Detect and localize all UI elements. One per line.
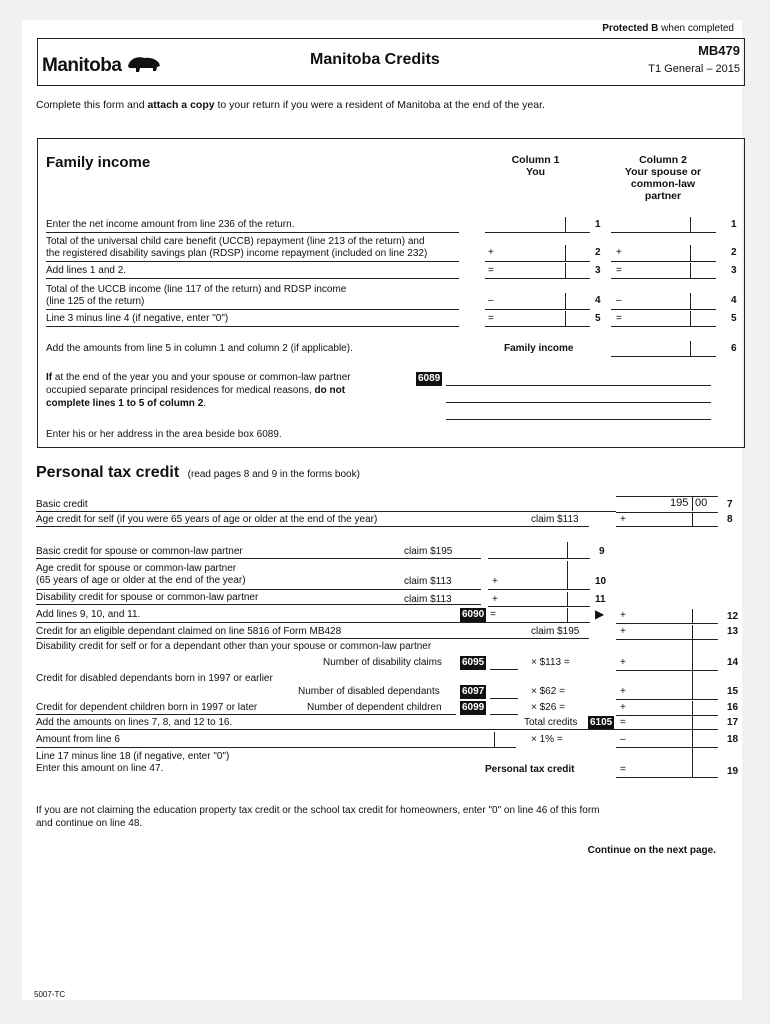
disability-credit-field[interactable] [616, 670, 718, 671]
line18-field[interactable] [616, 747, 718, 748]
sep-b: occupied separate principal residences for medical reasons, [46, 385, 315, 396]
family-income-field[interactable] [611, 356, 716, 357]
eligible-dependant-label: Credit for an eligible dependant claimed on line 5816 of Form MB428 [36, 626, 342, 637]
times-1-percent: × 1% = [531, 734, 563, 745]
line-number-9: 9 [599, 546, 605, 557]
cents-divider [692, 625, 693, 639]
spouse-address-line3[interactable] [446, 419, 711, 420]
protected-b-text: Protected B [602, 23, 659, 34]
eligible-dependant-field[interactable] [616, 639, 718, 640]
fam-line3-col1-field[interactable] [485, 278, 590, 279]
intro-post: to your return if you were a resident of Manitoba at the end of the year. [214, 99, 545, 111]
amount-line6-label: Amount from line 6 [36, 734, 120, 745]
fam-line4a: Total of the UCCB income (line 117 of the return) and RDSP income [46, 284, 347, 295]
intro-bold: attach a copy [147, 99, 215, 111]
age-spouse-b: (65 years of age or older at the end of the year) [36, 575, 246, 586]
ptc-line18-rule [36, 747, 416, 748]
mid-divider [567, 542, 568, 558]
line-number-11: 11 [595, 594, 606, 605]
fam-line4b: (line 125 of the return) [46, 296, 145, 307]
mid-divider [567, 561, 568, 589]
total-credits-label: Total credits [524, 717, 578, 728]
add-9-10-11-label: Add lines 9, 10, and 11. [36, 609, 141, 620]
line-number-6: 6 [731, 343, 737, 354]
ptc-line12-rule [36, 622, 590, 623]
ptc-line9-rule [36, 558, 481, 559]
fam-line2-label [46, 236, 427, 260]
claim-195: claim $195 [404, 546, 453, 557]
fam-line4-col1-field[interactable] [485, 309, 590, 310]
fam-line5-label: Line 3 minus line 4 (if negative, enter "0") [46, 313, 229, 324]
box-6095: 6095 [462, 657, 485, 668]
basic-spouse-label: Basic credit for spouse or common-law partner [36, 546, 243, 557]
footer-note [36, 804, 600, 830]
line-number-1: 1 [595, 219, 601, 230]
equals-sign: = [490, 609, 496, 620]
plus-sign: + [620, 514, 626, 525]
spouse-address-line1[interactable] [446, 385, 711, 386]
dependent-children-label: Credit for dependent children born in 1997 or later [36, 702, 258, 713]
personal-tax-credit-label: Personal tax credit [485, 764, 575, 775]
plus-sign: + [492, 576, 498, 587]
form-page [22, 20, 742, 1000]
column2-line3: common-law [630, 178, 696, 190]
form-subtitle: T1 General – 2015 [648, 63, 740, 75]
line19a: Line 17 minus line 18 (if negative, enter "0") [36, 751, 230, 762]
line-number-14: 14 [727, 657, 739, 668]
age-credit-self-label: Age credit for self (if you were 65 years of age or older at the end of the year) [36, 514, 378, 525]
fam-line1-col2-field[interactable] [611, 232, 716, 233]
age-credit-self-field[interactable] [616, 526, 718, 527]
line-number-18: 18 [727, 734, 739, 745]
footer-note-b: and continue on line 48. [36, 818, 143, 829]
column1-title: Column 1 [511, 154, 560, 166]
column2-line2: Your spouse or [624, 166, 702, 178]
form-code: MB479 [698, 43, 740, 58]
personal-tax-credit-heading [36, 464, 360, 482]
sep-c: complete lines 1 to 5 of column 2 [46, 398, 204, 409]
num-disabled-dependants-label: Number of disabled dependants [298, 686, 440, 697]
line-number-13: 13 [727, 626, 739, 637]
line-number-17: 17 [727, 717, 739, 728]
protected-b-label [602, 23, 734, 34]
ptc-line16-rule [36, 714, 456, 715]
line-number-4: 4 [595, 295, 601, 306]
line-number-3-col2: 3 [731, 265, 737, 276]
sep-b-bold: do not [314, 385, 346, 396]
line-number-10: 10 [595, 576, 607, 587]
basic-spouse-field[interactable] [488, 558, 590, 559]
fam-line3-label: Add lines 1 and 2. [46, 265, 127, 276]
sep-c-end: . [203, 398, 207, 409]
line-number-4-col2: 4 [731, 295, 737, 306]
equals-sign: = [488, 265, 494, 276]
disability-self-dep-label: Disability credit for self or for a dependant other than your spouse or common-law partner [36, 641, 432, 652]
fam-line3-col2-field[interactable] [611, 278, 716, 279]
line-number-7: 7 [727, 499, 733, 510]
bison-icon [126, 54, 162, 74]
fam-line1-col1-field[interactable] [485, 232, 590, 233]
fam-line3-rule [46, 278, 459, 279]
column1-header [508, 154, 563, 178]
line-number-1-col2: 1 [731, 219, 737, 230]
fam-divider [690, 311, 691, 326]
fam-line2-rule [46, 261, 459, 262]
fam-line2-col2-field[interactable] [611, 261, 716, 262]
line-number-8: 8 [727, 514, 733, 525]
claim-195-eligible: claim $195 [531, 626, 580, 637]
cents-divider [692, 496, 693, 511]
fam-line2b: the registered disability savings plan (RDSP) income repayment (included on line 232) [46, 248, 428, 259]
times-113: × $113 = [531, 657, 570, 668]
line19-label [36, 751, 229, 775]
cents-divider [692, 609, 693, 623]
mid-divider [567, 592, 568, 606]
times-62: × $62 = [531, 686, 565, 697]
family-income-section [37, 138, 745, 448]
sep-a: at the end of the year you and your spouse or common-law partner [52, 372, 351, 383]
disabled-dependants-count-field[interactable] [490, 698, 518, 699]
manitoba-logo [42, 54, 162, 77]
claim-113-spouse: claim $113 [404, 576, 452, 587]
sep-if: If [46, 372, 53, 383]
fam-line1-rule [46, 232, 459, 233]
intro-pre: Complete this form and [36, 99, 148, 111]
ptc-line10-rule [36, 589, 481, 590]
fam-line5-col2-field[interactable] [611, 326, 716, 327]
basic-credit-amount: 195 [670, 497, 689, 509]
disabled-dependants-field[interactable] [616, 699, 718, 700]
personal-tax-credit-title: Personal tax credit [36, 464, 180, 481]
family-income-title: Family income [46, 154, 151, 171]
claim-113: claim $113 [531, 514, 579, 525]
fam-line1-label: Enter the net income amount from line 236 of the return. [46, 219, 295, 230]
form-title: Manitoba Credits [310, 51, 440, 68]
fam-line2-col1-field[interactable] [485, 261, 590, 262]
disability-spouse-field[interactable] [488, 606, 590, 607]
personal-tax-credit-field[interactable] [616, 777, 718, 778]
plus-sign: + [616, 247, 622, 258]
box-6090: 6090 [462, 609, 485, 620]
fam-divider [565, 293, 566, 309]
line-number-5: 5 [595, 313, 601, 324]
line19b: Enter this amount on line 47. [36, 763, 164, 774]
basic-credit-label: Basic credit [36, 499, 88, 510]
cents-divider [692, 748, 693, 777]
amount-line6-field[interactable] [416, 747, 516, 748]
fam-divider [565, 217, 566, 232]
minus-sign: – [616, 295, 622, 306]
box-6099: 6099 [462, 702, 485, 713]
line12-field[interactable] [616, 623, 718, 624]
fam-line6-label: Add the amounts from line 5 in column 1 and column 2 (if applicable). [46, 343, 353, 354]
logo-text: Manitoba [42, 55, 122, 76]
disability-claims-count-field[interactable] [490, 669, 518, 670]
basic-credit-cents: 00 [695, 497, 708, 509]
form-header [37, 38, 745, 86]
fam-divider [565, 263, 566, 278]
plus-sign: + [620, 657, 626, 668]
fam-line4-rule [46, 309, 459, 310]
cents-divider [692, 730, 693, 747]
fam-divider [565, 311, 566, 326]
add-7-8-12-16-label: Add the amounts on lines 7, 8, and 12 to 16. [36, 717, 233, 728]
arrow-right-icon: ▶ [595, 607, 605, 621]
box-6105: 6105 [590, 717, 613, 728]
when-completed-text: when completed [661, 23, 734, 34]
plus-sign: + [620, 626, 626, 637]
personal-tax-credit-subtitle: (read pages 8 and 9 in the forms book) [187, 469, 360, 480]
ptc-line11-rule [36, 604, 481, 605]
spouse-address-line2[interactable] [446, 402, 711, 403]
fam-divider [690, 293, 691, 309]
line-number-2-col2: 2 [731, 247, 737, 258]
ptc-line13-rule [36, 638, 589, 639]
age-spouse-field[interactable] [488, 589, 590, 590]
minus-sign: – [620, 734, 626, 745]
line-number-12: 12 [727, 611, 739, 622]
column2-line4: partner [644, 190, 682, 202]
equals-sign: = [620, 764, 626, 775]
separate-residence-note [46, 371, 351, 410]
equals-sign: = [616, 265, 622, 276]
plus-sign: + [620, 686, 626, 697]
family-income-label: Family income [504, 343, 574, 354]
line-number-5-col2: 5 [731, 313, 737, 324]
ptc-line17-rule [36, 729, 718, 730]
fam-divider [690, 263, 691, 278]
ptc-line7-rule [36, 511, 616, 512]
cents-divider [692, 512, 693, 526]
cents-divider [692, 671, 693, 699]
column1-sub: You [525, 166, 546, 178]
line-number-3: 3 [595, 265, 601, 276]
age-spouse-label [36, 563, 246, 587]
line-number-16: 16 [727, 702, 739, 713]
intro-text [36, 99, 545, 111]
dependent-children-count-field[interactable] [490, 714, 518, 715]
column2-title: Column 2 [639, 154, 687, 166]
plus-sign: + [492, 594, 498, 605]
num-dependent-children-label: Number of dependent children [307, 702, 442, 713]
fam-divider [565, 245, 566, 261]
disability-spouse-label: Disability credit for spouse or common-law partner [36, 592, 259, 603]
cents-divider [692, 701, 693, 715]
fam-line5-rule [46, 326, 459, 327]
box-6089: 6089 [418, 373, 441, 384]
equals-sign: = [620, 717, 626, 728]
fam-divider [690, 341, 691, 356]
form-id: 5007-TC [34, 990, 66, 999]
line-number-15: 15 [727, 686, 739, 697]
address-note: Enter his or her address in the area beside box 6089. [46, 429, 282, 440]
footer-note-a: If you are not claiming the education property tax credit or the school tax credit for homeowners, enter "0" on line 46 of this form [36, 805, 600, 816]
equals-sign: = [488, 313, 494, 324]
age-spouse-a: Age credit for spouse or common-law partner [36, 563, 237, 574]
line-number-19: 19 [727, 766, 739, 777]
ptc-line8-rule [36, 526, 589, 527]
mid-divider [567, 608, 568, 622]
line-number-2: 2 [595, 247, 601, 258]
cents-divider [692, 716, 693, 729]
dependent-children-field[interactable] [616, 715, 718, 716]
claim-113-disability: claim $113 [404, 594, 452, 605]
fam-line2a: Total of the universal child care benefit (UCCB) repayment (line 213 of the return) and [46, 236, 425, 247]
box-6097: 6097 [462, 686, 485, 697]
mid-divider [494, 732, 495, 747]
minus-sign: – [488, 295, 494, 306]
cents-divider [692, 640, 693, 670]
fam-divider [690, 217, 691, 232]
plus-sign: + [620, 702, 626, 713]
fam-line4-label [46, 284, 346, 308]
column2-header [623, 154, 703, 202]
plus-sign: + [620, 610, 626, 621]
continue-next-page: Continue on the next page. [587, 845, 716, 856]
num-disability-claims-label: Number of disability claims [323, 657, 442, 668]
fam-line5-col1-field[interactable] [485, 326, 590, 327]
times-26: × $26 = [531, 702, 565, 713]
fam-line4-col2-field[interactable] [611, 309, 716, 310]
plus-sign: + [488, 247, 494, 258]
fam-divider [690, 245, 691, 261]
equals-sign: = [616, 313, 622, 324]
disabled-dependants-label: Credit for disabled dependants born in 1997 or earlier [36, 673, 273, 684]
